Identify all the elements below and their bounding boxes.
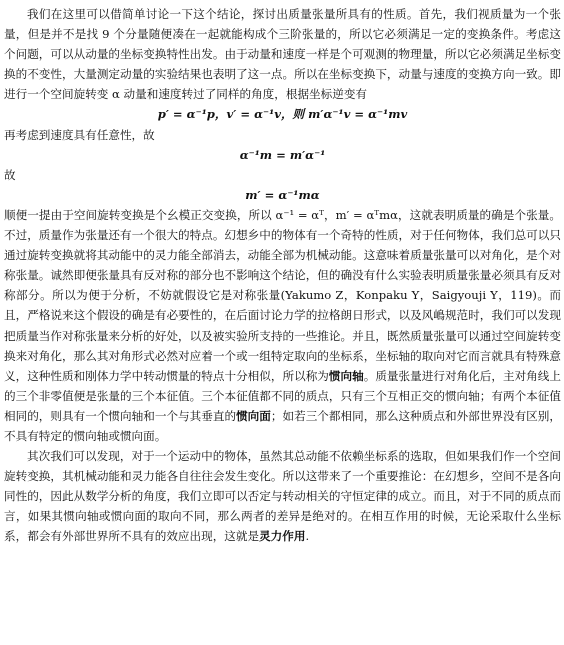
term-spirit-interaction: 灵力作用 (259, 529, 306, 544)
paragraph-therefore: 故 (4, 167, 16, 182)
term-inertia-plane: 惯向面 (236, 408, 271, 423)
paragraph-tensor-properties (4, 205, 561, 446)
text-segment: . (305, 529, 310, 544)
text-segment: 其次我们可以发现，对于一个运动中的物体，虽然其总动能不依赖坐标系的选取，但如果我们作一个空间旋转变换，其机械动能和灵力能各自往往会发生变化。所以这带来了一个重要推论：在幻想乡，空间不是各向同性的，因此从数学分析的角度，我们立即可以否定与转动相关的守恒定律的成立。而且，对于不同的质点而言，如果其惯向轴或惯向面的取向不同，那么两者的差异是绝对的。在相互作用的时候，无论采取什么坐标系，都会有外部世界所不具有的效应出现，这就是 (4, 449, 561, 544)
equation-transform: p′ = α⁻¹p，v′ = α⁻¹v，则 m′α⁻¹v = α⁻¹mv (157, 107, 408, 122)
paragraph-spirit-interaction (4, 446, 561, 546)
paragraph-velocity: 再考虑到速度具有任意性，故 (4, 127, 155, 142)
text-segment: 顺便一提由于空间旋转变换是个幺模正交变换，所以 α⁻¹ = αᵀ，m′ = αᵀmα，这就表明质量的确是个张量。不过，质量作为张量还有一个很大的特点。幻想乡中的物体有一个奇特的性质，对于任何物体，我们总可以只通过旋转变换就将其动能中的灵力能全部消去，动能全部为机械动能。这意味着质量张量可以对角化，是个对称张量。诚然即便张量具有反对称的部分也不影响这个结论，但的确没有什么实验表明质量张量必须具有反对称部分。所以为便于分析，不妨就假设它是对称张量(Yakumo Z，Konpaku Y，Saigyouji Y，119)。而且，严格说来这个假设的确是有必要性的，在后面讨论力学的拉格朗日形式，以及风嶋规范时，我们可以发现把质量当作对称张量来分析的好处，以及被实验所支持的一些推论。并且，既然质量张量可以通过空间旋转变换来对角化，那么其对角形式必然对应着一个或一组特定取向的坐标系，坐标轴的取向对它而言就具有特殊意义，这种性质和刚体力学中转动惯量的特点十分相似，所以称为 (4, 207, 561, 383)
paragraph-intro: 我们在这里可以借简单讨论一下这个结论，探讨出质量张量所具有的性质。首先，我们视质量为一个张量，但是并不是找 9 个分量随便凑在一起就能构成个三阶张量的，所以它必须满足一定的变换条件。考虑这个问题，可以从动量的坐标变换特性出发。由于动量和速度一样是个可观测的物理量，所以它必须满足坐标变换的不变性，大量测定动量的实验结果也表明了这一点。所以在坐标变换下，动量与速度的变换方向一致。即进行一个空间旋转变 α 动量和速度转过了同样的角度，根据坐标逆变有 (4, 7, 561, 102)
text-segment: 。质量张量进行对角化后，主对角线上的三个非零值便是张量的三个本征值。三个本征值都不同的质点，只有三个互相正交的惯向轴；有两个本征值相同的，则具有一个惯向轴和一个与其垂直的 (4, 368, 561, 423)
text-segment: ；如若三个都相同，那么这种质点和外部世界没有区别，不具有特定的惯向轴或惯向面。 (4, 408, 561, 443)
equation-mass-tensor: m′ = α⁻¹mα (245, 187, 320, 202)
equation-commute: α⁻¹m = m′α⁻¹ (239, 147, 326, 162)
term-inertia-axis: 惯向轴 (328, 368, 364, 383)
